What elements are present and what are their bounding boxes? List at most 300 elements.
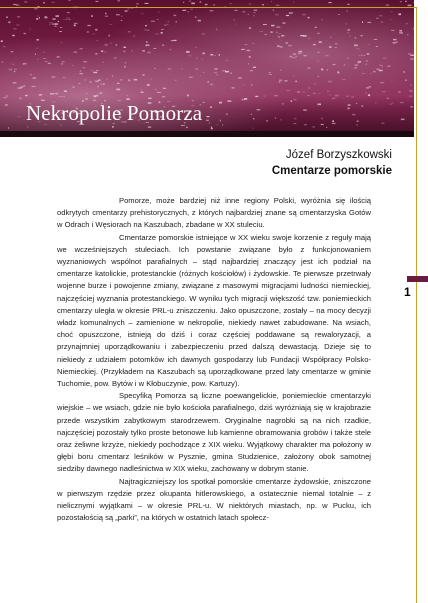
- banner-light-speck: [399, 13, 402, 15]
- article-title: Cmentarze pomorskie: [271, 165, 392, 177]
- banner-light-speck: [195, 16, 196, 18]
- banner-light-speck: [141, 89, 142, 91]
- banner-light-speck: [413, 2, 414, 3]
- banner-light-speck: [127, 95, 129, 96]
- banner-light-speck: [376, 46, 378, 47]
- banner-light-speck: [318, 104, 322, 106]
- banner-light-speck: [85, 98, 88, 99]
- banner-light-speck: [116, 89, 120, 91]
- banner-light-speck: [14, 69, 17, 70]
- banner-light-speck: [294, 123, 297, 124]
- banner-light-speck: [236, 24, 237, 25]
- banner-light-speck: [203, 102, 205, 103]
- banner-light-speck: [211, 128, 213, 130]
- article-body: [57, 195, 371, 524]
- banner-light-speck: [24, 33, 27, 34]
- banner-light-speck: [368, 94, 370, 96]
- banner-light-speck: [355, 37, 356, 39]
- banner-light-speck: [157, 92, 161, 93]
- banner-light-speck: [146, 44, 150, 46]
- banner-light-speck: [12, 35, 14, 36]
- banner-light-speck: [213, 5, 215, 6]
- banner-light-speck: [87, 25, 90, 26]
- banner-light-speck: [196, 58, 197, 59]
- banner-light-speck: [125, 10, 128, 12]
- banner-light-speck: [151, 21, 155, 22]
- banner-light-speck: [315, 27, 317, 28]
- banner-light-speck: [357, 121, 359, 123]
- banner-light-speck: [61, 64, 63, 65]
- banner-light-speck: [118, 0, 120, 2]
- banner-light-speck: [366, 87, 369, 89]
- banner-light-speck: [405, 80, 407, 81]
- banner-light-speck: [233, 20, 235, 21]
- banner-light-speck: [52, 76, 56, 77]
- banner-light-speck: [104, 52, 107, 53]
- banner-light-speck: [62, 61, 65, 62]
- banner-light-speck: [128, 8, 129, 9]
- banner-light-speck: [58, 96, 60, 97]
- banner-light-speck: [298, 53, 300, 54]
- banner-light-speck: [303, 109, 307, 111]
- banner-light-speck: [227, 100, 231, 102]
- gold-rule-right: [416, 7, 417, 603]
- banner-light-speck: [399, 30, 402, 31]
- banner-light-speck: [59, 31, 62, 32]
- banner-light-speck: [290, 56, 292, 58]
- banner-light-speck: [189, 77, 193, 78]
- banner-light-speck: [242, 11, 245, 13]
- banner-light-speck: [294, 119, 297, 120]
- banner-light-speck: [208, 81, 209, 83]
- banner-light-speck: [254, 9, 258, 11]
- banner-light-speck: [392, 103, 394, 104]
- banner-light-speck: [347, 32, 349, 33]
- banner-light-speck: [248, 63, 249, 64]
- banner-light-speck: [361, 105, 363, 107]
- banner-light-speck: [186, 127, 188, 128]
- banner-light-speck: [108, 35, 110, 37]
- banner-light-speck: [95, 53, 97, 54]
- banner-light-speck: [195, 69, 198, 70]
- banner-light-speck: [68, 0, 71, 1]
- banner-light-speck: [105, 13, 106, 15]
- banner-light-speck: [247, 50, 251, 51]
- banner-light-speck: [219, 102, 222, 104]
- banner-light-speck: [304, 55, 307, 56]
- banner-light-speck: [295, 81, 297, 83]
- banner-light-speck: [37, 59, 39, 60]
- banner-light-speck: [382, 91, 386, 92]
- banner-light-speck: [408, 54, 411, 55]
- banner-light-speck: [280, 70, 282, 71]
- banner-light-speck: [94, 95, 97, 97]
- banner-light-speck: [270, 32, 272, 33]
- banner-light-speck: [182, 10, 186, 11]
- banner-light-speck: [281, 40, 282, 41]
- banner-light-speck: [96, 70, 98, 71]
- banner-light-speck: [183, 2, 184, 3]
- banner-light-speck: [210, 84, 213, 86]
- banner-light-speck: [367, 22, 371, 23]
- banner-light-speck: [243, 85, 246, 86]
- banner-light-speck: [386, 4, 390, 6]
- banner-light-speck: [288, 45, 292, 47]
- banner-light-speck: [16, 25, 20, 26]
- banner-light-speck: [319, 41, 322, 43]
- banner-light-speck: [321, 124, 324, 125]
- banner-light-speck: [148, 52, 151, 54]
- banner-light-speck: [200, 1, 202, 3]
- banner-light-speck: [253, 15, 255, 16]
- banner-light-speck: [354, 68, 357, 69]
- banner-light-speck: [308, 38, 310, 39]
- banner-light-speck: [327, 69, 328, 71]
- banner-light-speck: [98, 79, 101, 81]
- banner-light-speck: [291, 100, 293, 102]
- banner-light-speck: [54, 26, 56, 27]
- banner-light-speck: [36, 48, 39, 49]
- banner-light-speck: [250, 70, 253, 71]
- banner-light-speck: [3, 97, 7, 98]
- banner-light-speck: [381, 123, 384, 124]
- banner-light-speck: [136, 3, 138, 4]
- banner-light-speck: [39, 17, 40, 19]
- banner-light-speck: [167, 24, 168, 25]
- banner-light-speck: [49, 24, 51, 25]
- header-banner: [0, 0, 414, 137]
- banner-light-speck: [124, 47, 126, 48]
- banner-light-speck: [52, 2, 55, 3]
- banner-light-speck: [186, 51, 190, 53]
- banner-light-speck: [3, 46, 6, 47]
- banner-light-speck: [351, 96, 354, 98]
- banner-light-speck: [50, 93, 54, 95]
- banner-light-speck: [299, 51, 303, 53]
- banner-light-speck: [214, 68, 217, 69]
- banner-light-speck: [354, 45, 358, 47]
- section-title: Nekropolie Pomorza: [26, 101, 203, 125]
- banner-light-speck: [313, 44, 316, 45]
- banner-light-speck: [1, 40, 3, 42]
- banner-light-speck: [131, 51, 132, 52]
- banner-light-speck: [266, 120, 267, 121]
- banner-light-speck: [216, 29, 217, 31]
- banner-light-speck: [226, 114, 228, 115]
- banner-light-speck: [260, 31, 264, 32]
- banner-light-speck: [276, 5, 279, 6]
- banner-light-speck: [389, 104, 392, 105]
- banner-light-speck: [335, 47, 337, 48]
- banner-light-speck: [67, 12, 70, 13]
- banner-light-speck: [308, 95, 310, 96]
- banner-light-speck: [251, 85, 252, 86]
- banner-light-speck: [92, 34, 95, 35]
- banner-light-speck: [39, 94, 42, 96]
- banner-light-speck: [279, 80, 282, 82]
- banner-light-speck: [58, 21, 59, 22]
- banner-light-speck: [145, 3, 149, 4]
- banner-light-speck: [8, 21, 10, 23]
- banner-light-speck: [97, 86, 99, 87]
- banner-light-speck: [332, 98, 335, 99]
- banner-light-speck: [361, 35, 363, 36]
- banner-light-speck: [97, 40, 98, 41]
- banner-light-speck: [84, 61, 87, 62]
- banner-light-speck: [406, 23, 408, 25]
- banner-light-speck: [124, 66, 125, 68]
- banner-light-speck: [157, 12, 160, 13]
- banner-light-speck: [60, 27, 63, 28]
- banner-light-speck: [17, 116, 21, 117]
- banner-light-speck: [409, 96, 413, 97]
- banner-light-speck: [191, 3, 195, 5]
- banner-light-speck: [314, 84, 315, 85]
- banner-light-speck: [332, 123, 336, 124]
- banner-light-speck: [80, 48, 83, 49]
- banner-light-speck: [342, 79, 346, 80]
- banner-light-speck: [99, 93, 102, 94]
- banner-light-speck: [322, 118, 323, 120]
- banner-light-speck: [358, 55, 360, 56]
- banner-light-speck: [346, 96, 349, 97]
- banner-light-speck: [167, 21, 169, 22]
- banner-light-speck: [312, 126, 315, 128]
- banner-light-speck: [374, 39, 377, 40]
- banner-light-speck: [393, 42, 396, 43]
- banner-light-speck: [330, 37, 331, 38]
- banner-light-speck: [164, 25, 166, 26]
- banner-light-speck: [207, 116, 210, 117]
- banner-light-speck: [120, 79, 123, 80]
- banner-light-speck: [279, 33, 281, 34]
- banner-light-speck: [202, 33, 206, 34]
- banner-light-speck: [347, 58, 349, 59]
- banner-light-speck: [217, 125, 219, 126]
- banner-light-speck: [368, 44, 370, 45]
- banner-light-speck: [202, 53, 204, 55]
- banner-light-speck: [189, 1, 192, 2]
- banner-light-speck: [278, 36, 280, 38]
- banner-light-speck: [253, 118, 255, 119]
- banner-light-speck: [121, 20, 122, 21]
- banner-light-speck: [8, 127, 9, 129]
- banner-light-speck: [327, 91, 329, 92]
- banner-light-speck: [141, 13, 144, 14]
- banner-light-speck: [163, 88, 166, 89]
- banner-light-speck: [286, 90, 290, 91]
- banner-light-speck: [162, 96, 165, 97]
- banner-light-speck: [347, 10, 348, 11]
- banner-light-speck: [63, 77, 66, 78]
- banner-light-speck: [145, 29, 147, 30]
- banner-light-speck: [45, 16, 48, 17]
- banner-light-speck: [411, 106, 413, 107]
- page-number: 1: [404, 285, 411, 299]
- banner-light-speck: [380, 82, 384, 83]
- banner-light-speck: [202, 59, 203, 60]
- banner-light-speck: [35, 54, 36, 55]
- banner-light-speck: [275, 95, 278, 96]
- banner-light-speck: [17, 16, 20, 17]
- banner-light-speck: [123, 51, 126, 53]
- banner-light-speck: [143, 74, 145, 76]
- banner-light-speck: [356, 49, 359, 50]
- banner-light-speck: [48, 63, 51, 64]
- banner-light-speck: [281, 35, 284, 37]
- banner-light-speck: [64, 91, 67, 92]
- banner-light-speck: [350, 36, 351, 37]
- banner-light-speck: [362, 21, 363, 23]
- banner-light-speck: [335, 44, 338, 45]
- banner-light-speck: [361, 54, 362, 56]
- banner-light-speck: [211, 127, 212, 128]
- banner-light-speck: [96, 1, 99, 2]
- banner-light-speck: [275, 118, 276, 119]
- banner-light-speck: [142, 50, 145, 51]
- banner-light-speck: [66, 19, 68, 20]
- banner-light-speck: [230, 3, 232, 4]
- banner-light-speck: [5, 104, 8, 105]
- banner-light-speck: [198, 20, 201, 22]
- banner-light-speck: [271, 25, 274, 27]
- banner-light-speck: [328, 81, 332, 83]
- banner-light-speck: [219, 54, 220, 56]
- banner-light-speck: [344, 64, 345, 66]
- banner-light-speck: [390, 11, 392, 12]
- banner-light-speck: [400, 1, 402, 2]
- banner-light-speck: [398, 92, 400, 93]
- paragraph: Cmentarze pomorskie istniejące w XX wieku swoje korzenie z reguły mają we wcześniejszych stuleciach. Ich powstanie związane było z funkcjonowaniem wyznaniowych wspólnot parafialnych – stąd najbardziej znaczący jest ich podział na cmentarze katolickie, protestanckie (różnych kościołów) i żydowskie. Te pierwsze przetrwały wojenne burze i powojenne zmiany, związane z masowymi migracjami ludności niemieckiej, najczęściej wyznania protestanckiego. W wyniku tych migracji większość tzw. poniemieckich cmentarzy uległa w okresie PRL-u zniszczeniu. Jako opuszczone, zostały – na mocy decyzji władz komunalnych – zamienione w nekropolie, niekiedy nawet zabudowane. Na wsiach, choć opuszczone, istnieją do dziś i coraz częściej poddawane są rewaloryzacji, a przynajmniej uporządkowaniu i zabezpieczeniu przed dalszą dewastacją. Dzieje się to niekiedy z udziałem potomków ich dawnych gospodarzy lub Fundacji Współpracy Polsko-Niemieckiej. (Przykładem na Kaszubach są uporządkowane przed laty cmentarze w gminie Tuchomie, pow. Bytów i w Kłobuczynie, pow. Kartuzy).: [57, 232, 371, 389]
- banner-light-speck: [195, 47, 197, 48]
- banner-light-speck: [23, 85, 25, 87]
- banner-light-speck: [188, 11, 190, 12]
- banner-light-speck: [369, 86, 371, 88]
- banner-light-speck: [103, 62, 104, 63]
- banner-light-speck: [170, 50, 172, 51]
- banner-light-speck: [373, 71, 376, 73]
- banner-light-speck: [11, 51, 14, 52]
- banner-light-speck: [318, 52, 320, 53]
- banner-light-speck: [333, 64, 336, 65]
- banner-light-speck: [36, 18, 38, 20]
- banner-light-speck: [269, 72, 271, 73]
- banner-light-speck: [217, 74, 218, 75]
- banner-light-speck: [6, 17, 8, 18]
- banner-light-speck: [155, 34, 159, 35]
- banner-light-speck: [376, 18, 379, 19]
- banner-light-speck: [255, 96, 258, 97]
- banner-light-speck: [277, 46, 280, 47]
- banner-light-speck: [83, 68, 85, 69]
- banner-light-speck: [69, 19, 71, 20]
- banner-light-speck: [319, 93, 321, 94]
- banner-light-speck: [213, 55, 216, 56]
- banner-light-speck: [74, 23, 78, 24]
- banner-light-speck: [53, 18, 56, 19]
- banner-light-speck: [356, 124, 357, 126]
- banner-light-speck: [25, 95, 27, 96]
- banner-light-speck: [297, 91, 300, 93]
- banner-light-speck: [366, 64, 367, 65]
- banner-light-speck: [116, 44, 118, 46]
- banner-light-speck: [375, 103, 376, 104]
- banner-light-speck: [295, 56, 297, 57]
- banner-light-speck: [61, 42, 62, 43]
- banner-light-speck: [90, 81, 92, 83]
- banner-light-speck: [21, 86, 24, 88]
- banner-light-speck: [73, 86, 75, 88]
- banner-light-speck: [411, 55, 415, 56]
- banner-light-speck: [358, 61, 362, 62]
- banner-light-speck: [280, 119, 282, 121]
- banner-light-speck: [1, 61, 3, 62]
- banner-light-speck: [410, 58, 414, 59]
- banner-light-speck: [175, 80, 177, 81]
- banner-light-speck: [128, 80, 130, 81]
- banner-light-speck: [116, 14, 120, 15]
- banner-light-speck: [154, 48, 157, 49]
- banner-light-speck: [330, 94, 331, 95]
- banner-light-speck: [262, 4, 263, 6]
- banner-light-speck: [78, 83, 80, 84]
- banner-light-speck: [348, 104, 351, 106]
- banner-light-speck: [210, 106, 212, 108]
- banner-light-speck: [80, 70, 81, 71]
- banner-light-speck: [133, 36, 135, 37]
- banner-light-speck: [110, 43, 111, 44]
- banner-light-speck: [128, 31, 131, 32]
- banner-light-speck: [379, 65, 382, 66]
- banner-light-speck: [379, 15, 382, 16]
- banner-light-speck: [52, 23, 56, 25]
- banner-light-speck: [338, 14, 340, 15]
- banner-light-speck: [112, 126, 114, 128]
- banner-light-speck: [23, 64, 24, 65]
- banner-light-speck: [45, 61, 47, 62]
- banner-light-speck: [105, 16, 108, 17]
- banner-light-speck: [308, 68, 311, 69]
- banner-light-speck: [6, 96, 8, 97]
- banner-light-speck: [43, 52, 45, 53]
- banner-light-speck: [161, 29, 164, 30]
- banner-light-speck: [112, 76, 113, 77]
- banner-light-speck: [332, 120, 334, 122]
- banner-light-speck: [244, 44, 247, 45]
- banner-light-speck: [387, 66, 390, 68]
- banner-light-speck: [125, 63, 127, 64]
- banner-light-speck: [286, 15, 289, 16]
- banner-light-speck: [49, 22, 52, 23]
- banner-light-speck: [63, 96, 64, 97]
- banner-light-speck: [141, 92, 144, 93]
- banner-light-speck: [364, 55, 365, 56]
- banner-light-speck: [182, 68, 184, 69]
- banner-light-speck: [407, 34, 408, 36]
- banner-light-speck: [101, 50, 103, 52]
- banner-light-speck: [56, 93, 59, 95]
- banner-light-speck: [347, 108, 350, 110]
- banner-light-speck: [409, 91, 412, 92]
- banner-light-speck: [279, 82, 281, 83]
- banner-light-speck: [66, 17, 69, 18]
- banner-light-speck: [63, 19, 65, 20]
- banner-light-speck: [114, 57, 117, 58]
- banner-light-speck: [282, 103, 284, 104]
- banner-light-speck: [206, 120, 209, 121]
- banner-light-speck: [74, 52, 78, 53]
- banner-light-speck: [405, 1, 406, 2]
